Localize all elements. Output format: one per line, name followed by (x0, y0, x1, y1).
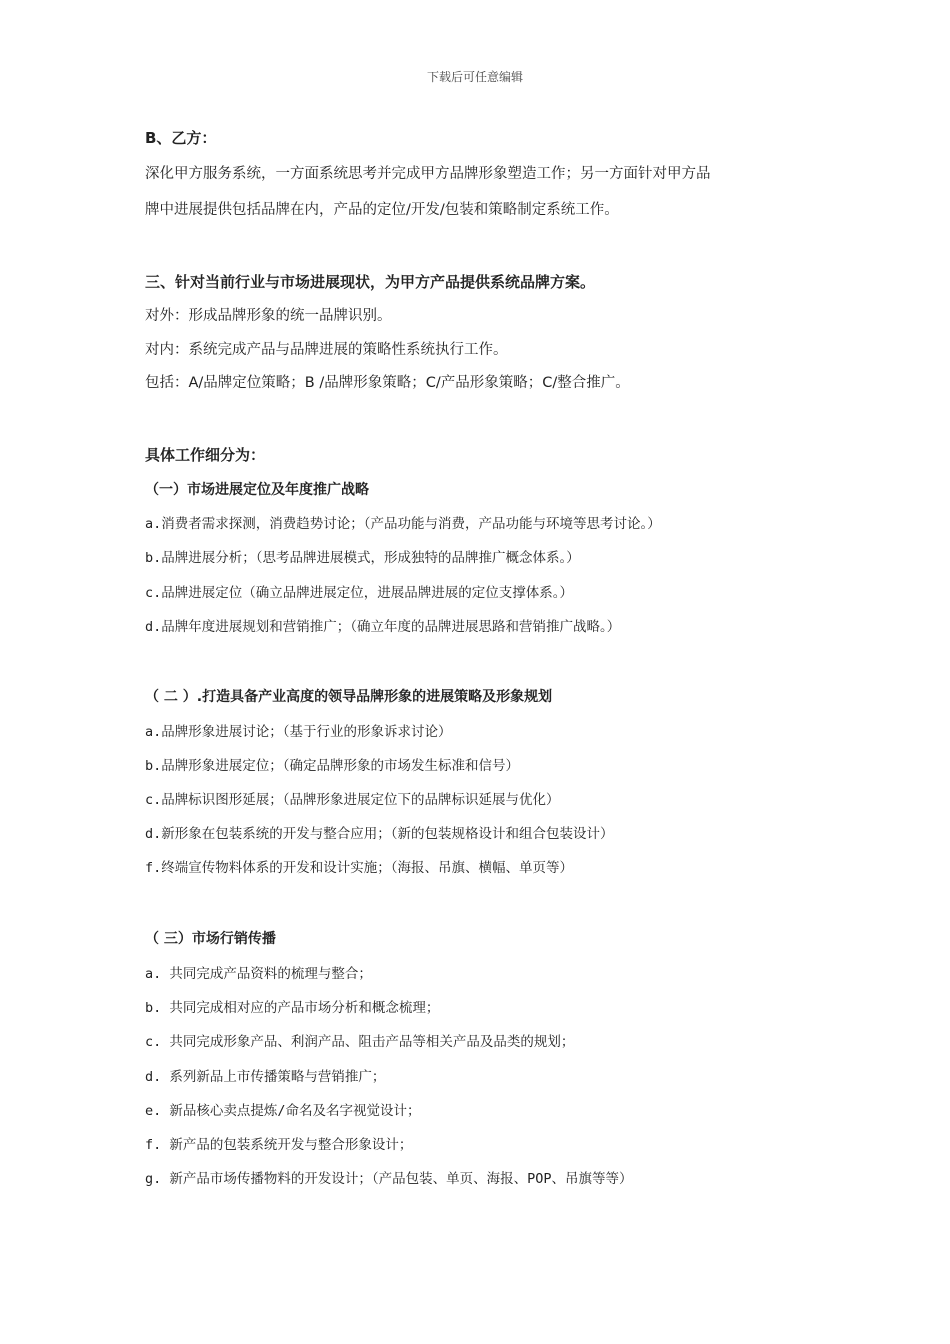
work-title: 具体工作细分为： (145, 446, 266, 464)
part-3-title: （ 三）市场行销传播 (145, 931, 276, 947)
part-1-item: b.品牌进展分析；（思考品牌进展模式，形成独特的品牌推广概念体系。） (145, 550, 580, 566)
part-2-item: a.品牌形象进展讨论；（基于行业的形象诉求讨论） (145, 724, 452, 740)
part-3-item: c. 共同完成形象产品、利润产品、阻击产品等相关产品及品类的规划； (145, 1034, 575, 1050)
part-1-title: （一）市场进展定位及年度推广战略 (145, 482, 369, 498)
party-b-body-line-2: 牌中进展提供包括品牌在内，产品的定位/开发/包装和策略制定系统工作。 (145, 202, 619, 218)
part-1-item: c.品牌进展定位（确立品牌进展定位，进展品牌进展的定位支撑体系。） (145, 585, 574, 601)
part-3-item: b. 共同完成相对应的产品市场分析和概念梳理； (145, 1000, 440, 1016)
part-1-item: d.品牌年度进展规划和营销推广；（确立年度的品牌进展思路和营销推广战略。） (145, 619, 621, 635)
part-3-item: f. 新产品的包装系统开发与整合形象设计； (145, 1137, 413, 1153)
part-3-item: g. 新产品市场传播物料的开发设计；（产品包装、单页、海报、POP、吊旗等等） (145, 1171, 633, 1187)
section-3-title: 三、针对当前行业与市场进展现状，为甲方产品提供系统品牌方案。 (145, 273, 596, 291)
part-3-item: e. 新品核心卖点提炼/命名及名字视觉设计； (145, 1103, 421, 1119)
part-1-item: a.消费者需求探测，消费趋势讨论；（产品功能与消费，产品功能与环境等思考讨论。） (145, 516, 661, 532)
section-3-external: 对外：形成品牌形象的统一品牌识别。 (145, 308, 392, 324)
party-b-body-line-1: 深化甲方服务系统，一方面系统思考并完成甲方品牌形象塑造工作；另一方面针对甲方品 (145, 166, 711, 182)
part-3-item: d. 系列新品上市传播策略与营销推广； (145, 1069, 386, 1085)
section-3-includes: 包括：A/品牌定位策略；B /品牌形象策略；C/产品形象策略；C/整合推广。 (145, 375, 630, 391)
part-3-item: a. 共同完成产品资料的梳理与整合； (145, 966, 372, 982)
party-b-title: B、乙方： (145, 129, 217, 147)
part-2-item: f.终端宣传物料体系的开发和设计实施；（海报、吊旗、横幅、单页等） (145, 860, 574, 876)
part-2-item: b.品牌形象进展定位；（确定品牌形象的市场发生标准和信号） (145, 758, 520, 774)
part-2-item: d.新形象在包装系统的开发与整合应用；（新的包装规格设计和组合包装设计） (145, 826, 614, 842)
section-3-internal: 对内：系统完成产品与品牌进展的策略性系统执行工作。 (145, 342, 508, 358)
part-2-item: c.品牌标识图形延展；（品牌形象进展定位下的品牌标识延展与优化） (145, 792, 560, 808)
part-2-title: （ 二 ）.打造具备产业高度的领导品牌形象的进展策略及形象规划 (145, 689, 553, 705)
page-header: 下载后可任意编辑 (426, 70, 523, 84)
